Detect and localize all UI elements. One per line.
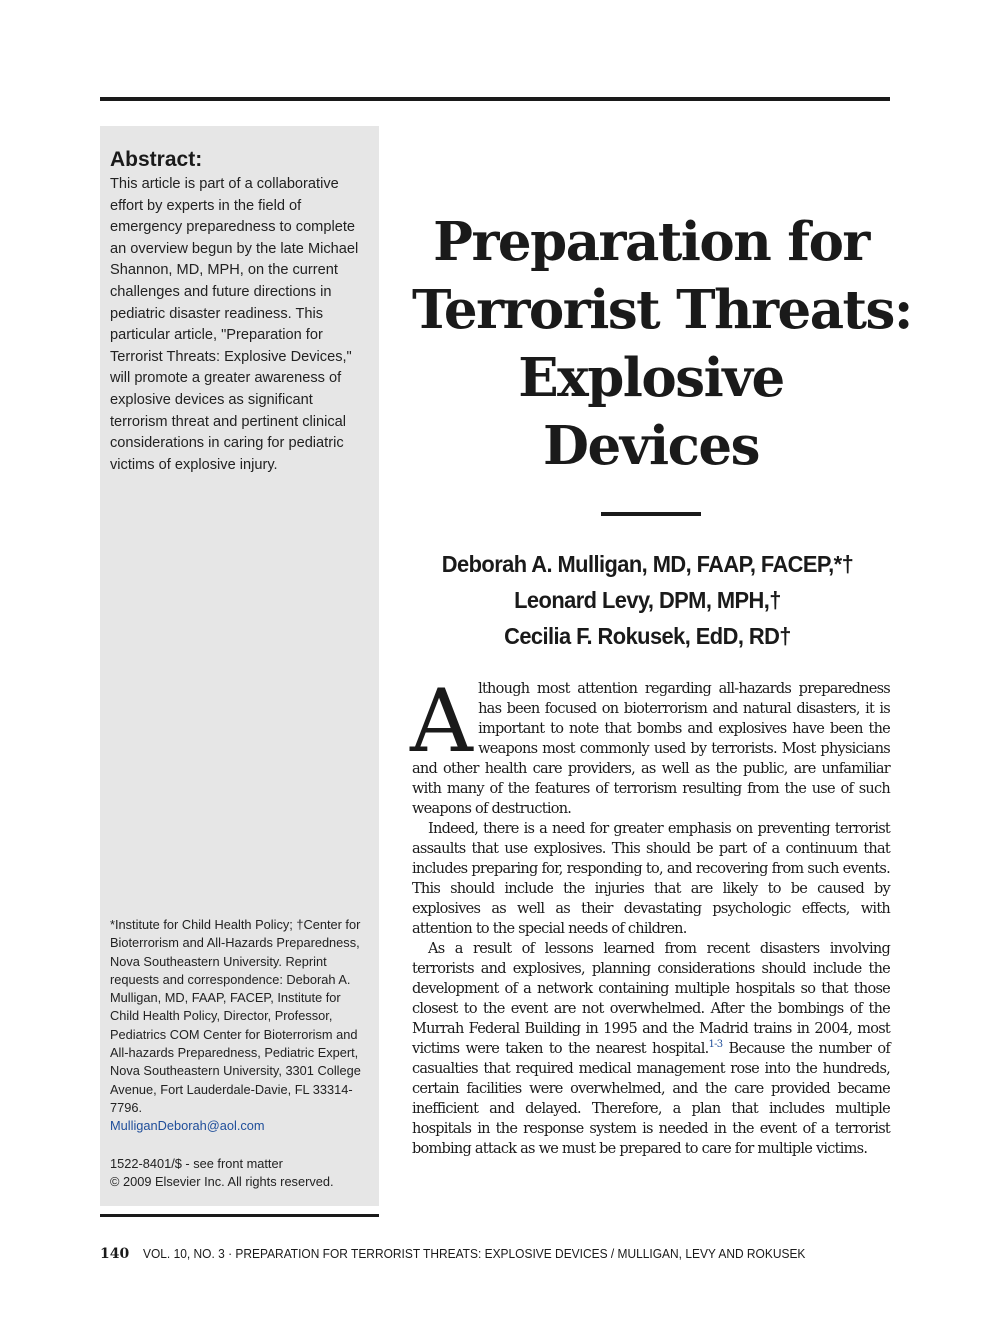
paragraph-text: As a result of lessons learned from recent disasters involving terrorists and explosives, planning considerations should include the development of a network containing multiple hospitals so that those closest to the event are not overwhelmed. After the bombings of the Murrah Federal Building in 1995 and the Madrid trains in 2004, most victims were taken to the nearest hospital. <box>412 941 890 1057</box>
author-name: Deborah A. Mulligan, MD, FAAP, FACEP,*† <box>441 551 854 577</box>
paragraph-text: Because the number of casualties that required medical management rose into the hundreds, certain facilities were overwhelmed, and the care provided became inefficient and delayed. Therefore, a plan that includes multiple hospitals in the response system is needed in the event of a terrorist bombing attack as we must be prepared to care for multiple victims. <box>412 1041 890 1157</box>
page-footer <box>100 1245 900 1263</box>
body-paragraph <box>410 670 890 819</box>
title-line: Explosive <box>518 347 784 409</box>
top-rule <box>100 97 890 101</box>
sidebar-bottom-rule <box>100 1214 379 1217</box>
paragraph-text: lthough most attention regarding all-hazards preparedness has been focused on bioterrorism and natural disasters, it is important to note that bombs and explosives have been the weapons most commonly used by terrorists. Most physicians and other health care providers, as well as the public, are unfamiliar with many of the features of terrorism resulting from the use of such weapons of destruction. <box>412 681 890 817</box>
abstract-sidebar <box>100 126 379 1206</box>
title-rule <box>601 512 701 516</box>
issn-line: 1522-8401/$ - see front matter <box>110 1155 283 1171</box>
author-list <box>413 546 883 654</box>
title-line: Preparation for <box>433 211 869 273</box>
body-paragraph: Indeed, there is a need for greater emphasis on preventing terrorist assaults that use explosives. This should be part of a continuum that includes preparing for, responding to, and recovering from such events. This should include the injuries that are likely to be caused by explosives as well as their devastating psychologic effects, with attention to the special needs of children. <box>412 821 890 937</box>
drop-cap: A <box>410 670 473 772</box>
title-line: Terrorist Threats: <box>412 279 912 341</box>
article-title <box>412 208 912 480</box>
affiliations <box>110 916 372 1191</box>
abstract-heading: Abstract: <box>110 148 203 171</box>
reference-link[interactable]: 1-3 <box>708 1039 723 1051</box>
abstract-text: This article is part of a collaborative effort by experts in the field of emergency preparedness to complete an overview begun by the late Michael Shannon, MD, MPH, on the current challenges and future directions in pediatric disaster readiness. This particular article, "Preparation for Terrorist Threats: Explosive Devices," will promote a greater awareness of explosive devices as significant terrorism threat and pertinent clinical considerations in caring for pediatric victims of explosive injury. <box>110 176 359 473</box>
page-number: 140 <box>100 1246 130 1262</box>
article-body <box>410 670 890 1159</box>
author-name: Cecilia F. Rokusek, EdD, RD† <box>504 623 791 649</box>
running-head: VOL. 10, NO. 3 · PREPARATION FOR TERRORIST THREATS: EXPLOSIVE DEVICES / MULLIGAN, LEVY AND ROKUSEK <box>143 1246 806 1261</box>
title-line: Devices <box>543 415 759 477</box>
affiliations-text: *Institute for Child Health Policy; †Center for Bioterrorism and All-Hazards Preparedness, Nova Southeastern University. Reprint requests and correspondence: Deborah A. Mulligan, MD, FAAP, FACEP, Institute for Child Health Policy, Director, Professor, Pediatrics COM Center for Bioterrorism and All-hazards Preparedness, Pediatric Expert, Nova Southeastern University, 3301 College Avenue, Fort Lauderdale-Davie, FL 33314-7796. <box>110 917 361 1115</box>
copyright-line: © 2009 Elsevier Inc. All rights reserved. <box>110 1173 334 1189</box>
author-name: Leonard Levy, DPM, MPH,† <box>514 587 781 613</box>
correspondence-email[interactable]: MulliganDeborah@aol.com <box>110 1118 265 1134</box>
body-paragraph <box>412 939 890 1159</box>
